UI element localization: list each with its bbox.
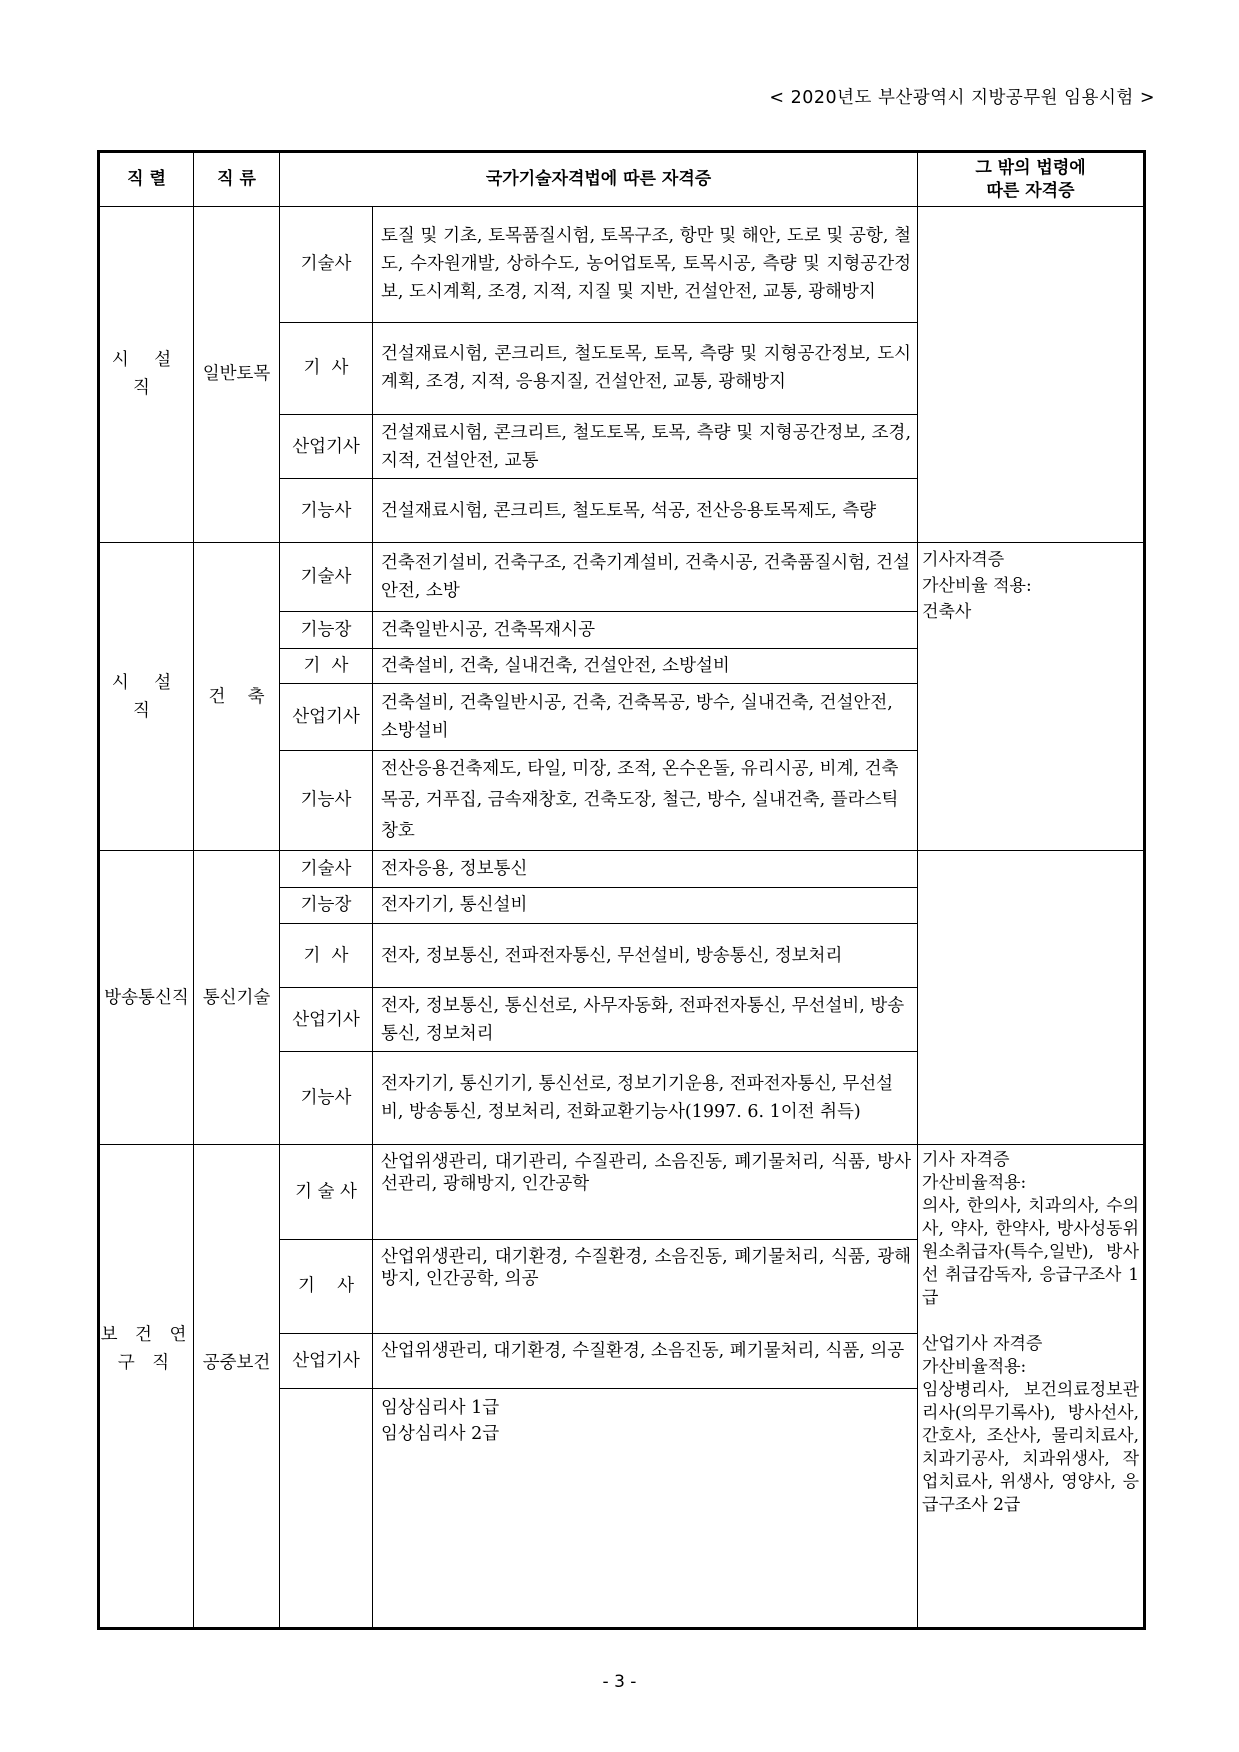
other-line: 임상병리사, 보건의료정보관리사(의무기록사), 방사선사, 간호사, 조산사, 물리치료사, 치과기공사, 치과위생사, 작업치료사, 위생사, 영양사, 응급구조사 2급 <box>922 1379 1140 1515</box>
level-cell: 산업기사 <box>280 683 373 750</box>
rank-cell: 방송통신직 <box>99 851 194 1144</box>
qualification-cell: 토질 및 기초, 토목품질시험, 토목구조, 항만 및 해안, 도로 및 공항, 철도, 수자원개발, 상하수도, 농어업토목, 토목시공, 측량 및 지형공간정보, 도시계획, 조경, 지적, 지질 및 지반, 건설안전, 교통, 광해방지 <box>373 207 918 323</box>
qualification-cell: 전자기기, 통신기기, 통신선로, 정보기기운용, 전파전자통신, 무선설비, 방송통신, 정보처리, 전화교환기능사(1997. 6. 1이전 취득) <box>373 1052 918 1145</box>
level-cell: 산업기사 <box>280 988 373 1052</box>
table-row <box>99 1144 1145 1239</box>
header-rank: 직 렬 <box>99 152 194 207</box>
level-cell: 기 술 사 <box>280 1144 373 1239</box>
level-cell: 기능사 <box>280 750 373 851</box>
qualification-cell: 산업위생관리, 대기환경, 수질환경, 소음진동, 폐기물처리, 식품, 의공 <box>373 1334 918 1388</box>
qualification-cell: 전산응용건축제도, 타일, 미장, 조적, 온수온돌, 유리시공, 비계, 건축목공, 거푸집, 금속재창호, 건축도장, 철근, 방수, 실내건축, 플라스틱창호 <box>373 750 918 851</box>
other-qualification-cell <box>918 851 1145 1144</box>
qualification-table <box>97 150 1146 1630</box>
other-line: 산업기사 자격증 <box>922 1333 1043 1354</box>
series-cell: 공중보건 <box>194 1144 280 1628</box>
level-cell: 기능사 <box>280 1052 373 1145</box>
qualification-cell: 건설재료시험, 콘크리트, 철도토목, 토목, 측량 및 지형공간정보, 조경, 지적, 건설안전, 교통 <box>373 414 918 479</box>
level-cell: 기 사 <box>280 1239 373 1334</box>
other-line: 의사, 한의사, 치과의사, 수의사, 약사, 한약사, 방사성동위원소취급자(특수,일반), 방사선 취급감독자, 응급구조사 1급 <box>922 1195 1140 1308</box>
qualification-cell: 전자, 정보통신, 통신선로, 사무자동화, 전파전자통신, 무선설비, 방송통신, 정보처리 <box>373 988 918 1052</box>
other-line <box>922 1310 1139 1333</box>
qualification-cell: 건축설비, 건축일반시공, 건축, 건축목공, 방수, 실내건축, 건설안전, 소방설비 <box>373 683 918 750</box>
qualification-cell: 전자, 정보통신, 전파전자통신, 무선설비, 방송통신, 정보처리 <box>373 923 918 988</box>
other-line: 가산비율적용: <box>922 1356 1027 1377</box>
table-row <box>99 207 1145 323</box>
qualification-cell: 전자기기, 통신설비 <box>373 887 918 923</box>
qualification-cell: 임상심리사 1급 임상심리사 2급 <box>373 1388 918 1628</box>
qualification-cell: 전자응용, 정보통신 <box>373 851 918 887</box>
qualification-cell: 건축일반시공, 건축목재시공 <box>373 612 918 648</box>
level-cell: 기 사 <box>280 923 373 988</box>
other-line: 기사자격증 <box>922 549 1005 570</box>
other-line: 기사 자격증 <box>922 1149 1010 1170</box>
qualification-cell: 건축설비, 건축, 실내건축, 건설안전, 소방설비 <box>373 648 918 683</box>
table-row <box>99 542 1145 612</box>
other-qualification-cell <box>918 542 1145 851</box>
other-qualification-cell <box>918 1144 1145 1628</box>
table-row <box>99 851 1145 887</box>
series-cell: 일반토목 <box>194 207 280 543</box>
header-other-line1: 그 밖의 법령에 <box>975 157 1086 178</box>
series-cell: 건 축 <box>194 542 280 851</box>
rank-cell: 보 건 연 구 직 <box>99 1144 194 1628</box>
header-national-qualifications: 국가기술자격법에 따른 자격증 <box>280 152 918 207</box>
document-header: < 2020년도 부산광역시 지방공무원 임용시험 > <box>769 88 1155 108</box>
level-cell: 기술사 <box>280 542 373 612</box>
other-line: 가산비율 적용: <box>922 575 1032 596</box>
page-number: - 3 - <box>602 1672 637 1692</box>
level-cell: 산업기사 <box>280 1334 373 1388</box>
qualification-cell: 건설재료시험, 콘크리트, 철도토목, 석공, 전산응용토목제도, 측량 <box>373 479 918 543</box>
level-cell: 기 사 <box>280 648 373 683</box>
qualification-cell: 건설재료시험, 콘크리트, 철도토목, 토목, 측량 및 지형공간정보, 도시계획, 조경, 지적, 응용지질, 건설안전, 교통, 광해방지 <box>373 322 918 414</box>
level-cell <box>280 1388 373 1628</box>
level-cell: 기능장 <box>280 612 373 648</box>
qualification-cell: 산업위생관리, 대기환경, 수질환경, 소음진동, 폐기물처리, 식품, 광해방지, 인간공학, 의공 <box>373 1239 918 1334</box>
qualification-cell: 건축전기설비, 건축구조, 건축기계설비, 건축시공, 건축품질시험, 건설안전, 소방 <box>373 542 918 612</box>
series-cell: 통신기술 <box>194 851 280 1144</box>
header-series: 직 류 <box>194 152 280 207</box>
level-cell: 기술사 <box>280 207 373 323</box>
level-cell: 기능장 <box>280 887 373 923</box>
header-other-line2: 따른 자격증 <box>986 180 1075 201</box>
other-line: 가산비율적용: <box>922 1172 1027 1193</box>
rank-cell: 시 설 직 <box>99 542 194 851</box>
rank-cell: 시 설 직 <box>99 207 194 543</box>
other-line: 건축사 <box>922 601 972 622</box>
header-other-qualifications <box>918 152 1145 207</box>
level-cell: 기능사 <box>280 479 373 543</box>
level-cell: 기술사 <box>280 851 373 887</box>
level-cell: 기 사 <box>280 322 373 414</box>
table-header-row <box>99 152 1145 207</box>
level-cell: 산업기사 <box>280 414 373 479</box>
qualification-cell: 산업위생관리, 대기관리, 수질관리, 소음진동, 폐기물처리, 식품, 방사선관리, 광해방지, 인간공학 <box>373 1144 918 1239</box>
other-qualification-cell <box>918 207 1145 543</box>
